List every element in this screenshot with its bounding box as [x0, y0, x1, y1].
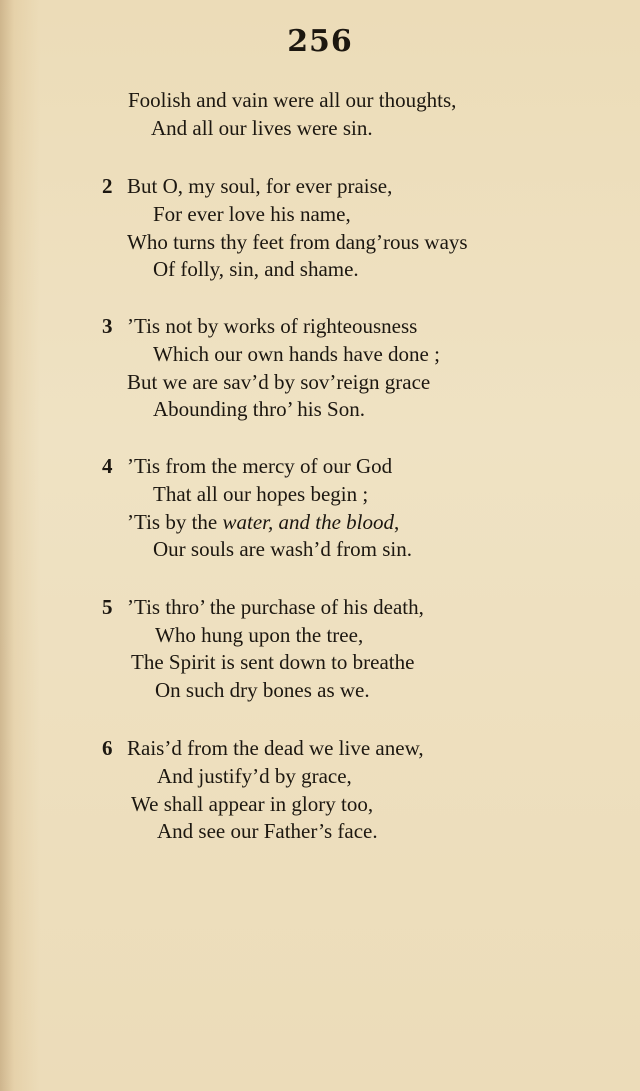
verse-2-line-2: For ever love his name,	[153, 202, 351, 226]
verse-2-line-4: Of folly, sin, and shame.	[153, 257, 359, 281]
verse-6-line-4: And see our Father’s face.	[157, 819, 378, 843]
verse-number-2: 2	[102, 174, 113, 198]
verse-number-6: 6	[102, 736, 113, 760]
verse-5-line-1: ’Tis thro’ the purchase of his death,	[127, 595, 424, 619]
verse-4-line-1: ’Tis from the mercy of our God	[127, 454, 393, 478]
fragment-line-2: And all our lives were sin.	[151, 116, 373, 140]
verse-4-line-3-roman: ’Tis by the	[127, 510, 223, 534]
verse-5-line-2: Who hung upon the tree,	[155, 623, 364, 647]
verse-4-line-4: Our souls are wash’d from sin.	[153, 537, 412, 561]
verse-5-line-4: On such dry bones as we.	[155, 678, 370, 702]
verse-5-line-3: The Spirit is sent down to breathe	[131, 650, 415, 674]
verse-2-line-3: Who turns thy feet from dang’rous ways	[127, 230, 468, 254]
verse-3-line-1: ’Tis not by works of righteousness	[127, 314, 418, 338]
verse-3-line-2: Which our own hands have done ;	[153, 342, 440, 366]
verse-number-3: 3	[102, 314, 113, 338]
page-number: 256	[287, 24, 353, 59]
verse-3-line-3: But we are sav’d by sov’reign grace	[127, 370, 431, 394]
verse-6-line-1: Rais’d from the dead we live anew,	[127, 736, 424, 760]
verse-6-line-2: And justify’d by grace,	[157, 764, 352, 788]
fragment-line-1: Foolish and vain were all our thoughts,	[128, 88, 457, 112]
verse-6-line-3: We shall appear in glory too,	[131, 792, 374, 816]
verse-4-line-3-tail: ,	[394, 510, 400, 534]
verse-number-4: 4	[102, 454, 113, 478]
verse-3-line-4: Abounding thro’ his Son.	[153, 397, 365, 421]
verse-4-line-2: That all our hopes begin ;	[153, 482, 369, 506]
verse-2-line-1: But O, my soul, for ever praise,	[127, 174, 393, 198]
verse-4-line-3-italic: water, and the blood	[222, 510, 394, 534]
verse-number-5: 5	[102, 595, 113, 619]
verse-4-line-3	[127, 512, 399, 533]
